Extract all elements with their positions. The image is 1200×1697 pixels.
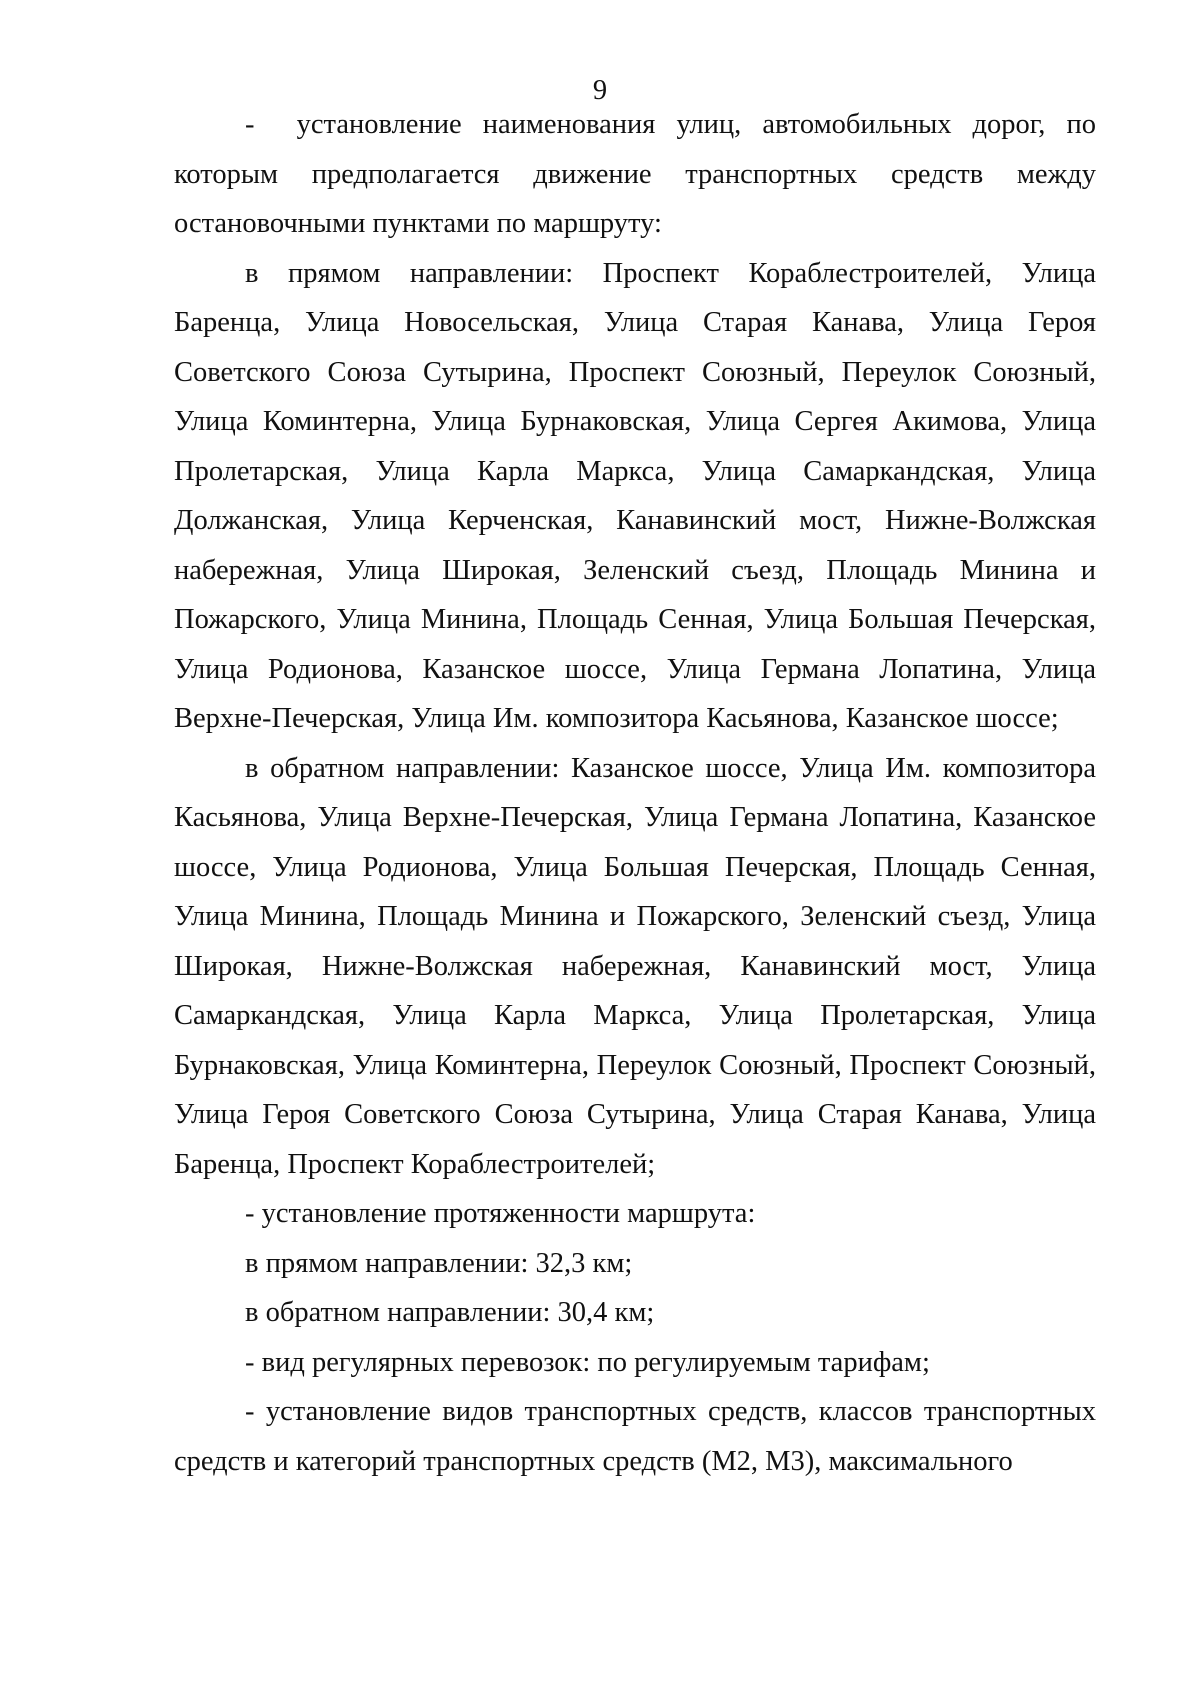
paragraph-reverse-direction-streets: в обратном направлении: Казанское шоссе, Улица Им. композитора Касьянова, Улица Верхне-Печерская, Улица Германа Лопатина, Казанское шоссе, Улица Родионова, Улица Большая Печерская, Площадь Сенная, Улица Минина, Площадь Минина и Пожарского, Зеленский съезд, Улица Широкая, Нижне-Волжская набережная, Канавинский мост, Улица Самаркандская, Улица Карла Маркса, Улица Пролетарская, Улица Бурнаковская, Улица Коминтерна, Переулок Союзный, Проспект Союзный, Улица Героя Советского Союза Сутырина, Улица Старая Канава, Улица Баренца, Проспект Кораблестроителей; (174, 752, 1096, 1180)
paragraph-reverse-length: в обратном направлении: 30,4 км; (245, 1297, 655, 1328)
paragraph-forward-direction-streets: в прямом направлении: Проспект Кораблестроителей, Улица Баренца, Улица Новосельская, Улица Старая Канава, Улица Героя Советского Союза Сутырина, Проспект Союзный, Переулок Союзный, Улица Коминтерна, Улица Бурнаковская, Улица Сергея Акимова, Улица Пролетарская, Улица Карла Маркса, Улица Самаркандская, Улица Должанская, Улица Керченская, Канавинский мост, Нижне-Волжская набережная, Улица Широкая, Зеленский съезд, Площадь Минина и Пожарского, Улица Минина, Площадь Сенная, Улица Большая Печерская, Улица Родионова, Казанское шоссе, Улица Германа Лопатина, Улица Верхне-Печерская, Улица Им. композитора Касьянова, Казанское шоссе; (174, 257, 1096, 734)
document-body (174, 100, 1096, 1486)
paragraph-vehicle-classes: - установление видов транспортных средств, классов транспортных средств и категорий транспортных средств (М2, М3), максимального (174, 1396, 1096, 1477)
page-number: 9 (592, 75, 608, 106)
paragraph-transport-type: - вид регулярных перевозок: по регулируемым тарифам; (245, 1346, 930, 1378)
paragraph-forward-length: в прямом направлении: 32,3 км; (245, 1247, 633, 1279)
paragraph-street-names-intro: - установление наименования улиц, автомобильных дорог, по которым предполагается движение транспортных средств между остановочными пунктами по маршруту: (174, 109, 1096, 239)
paragraph-route-length-intro: - установление протяженности маршрута: (245, 1198, 756, 1229)
